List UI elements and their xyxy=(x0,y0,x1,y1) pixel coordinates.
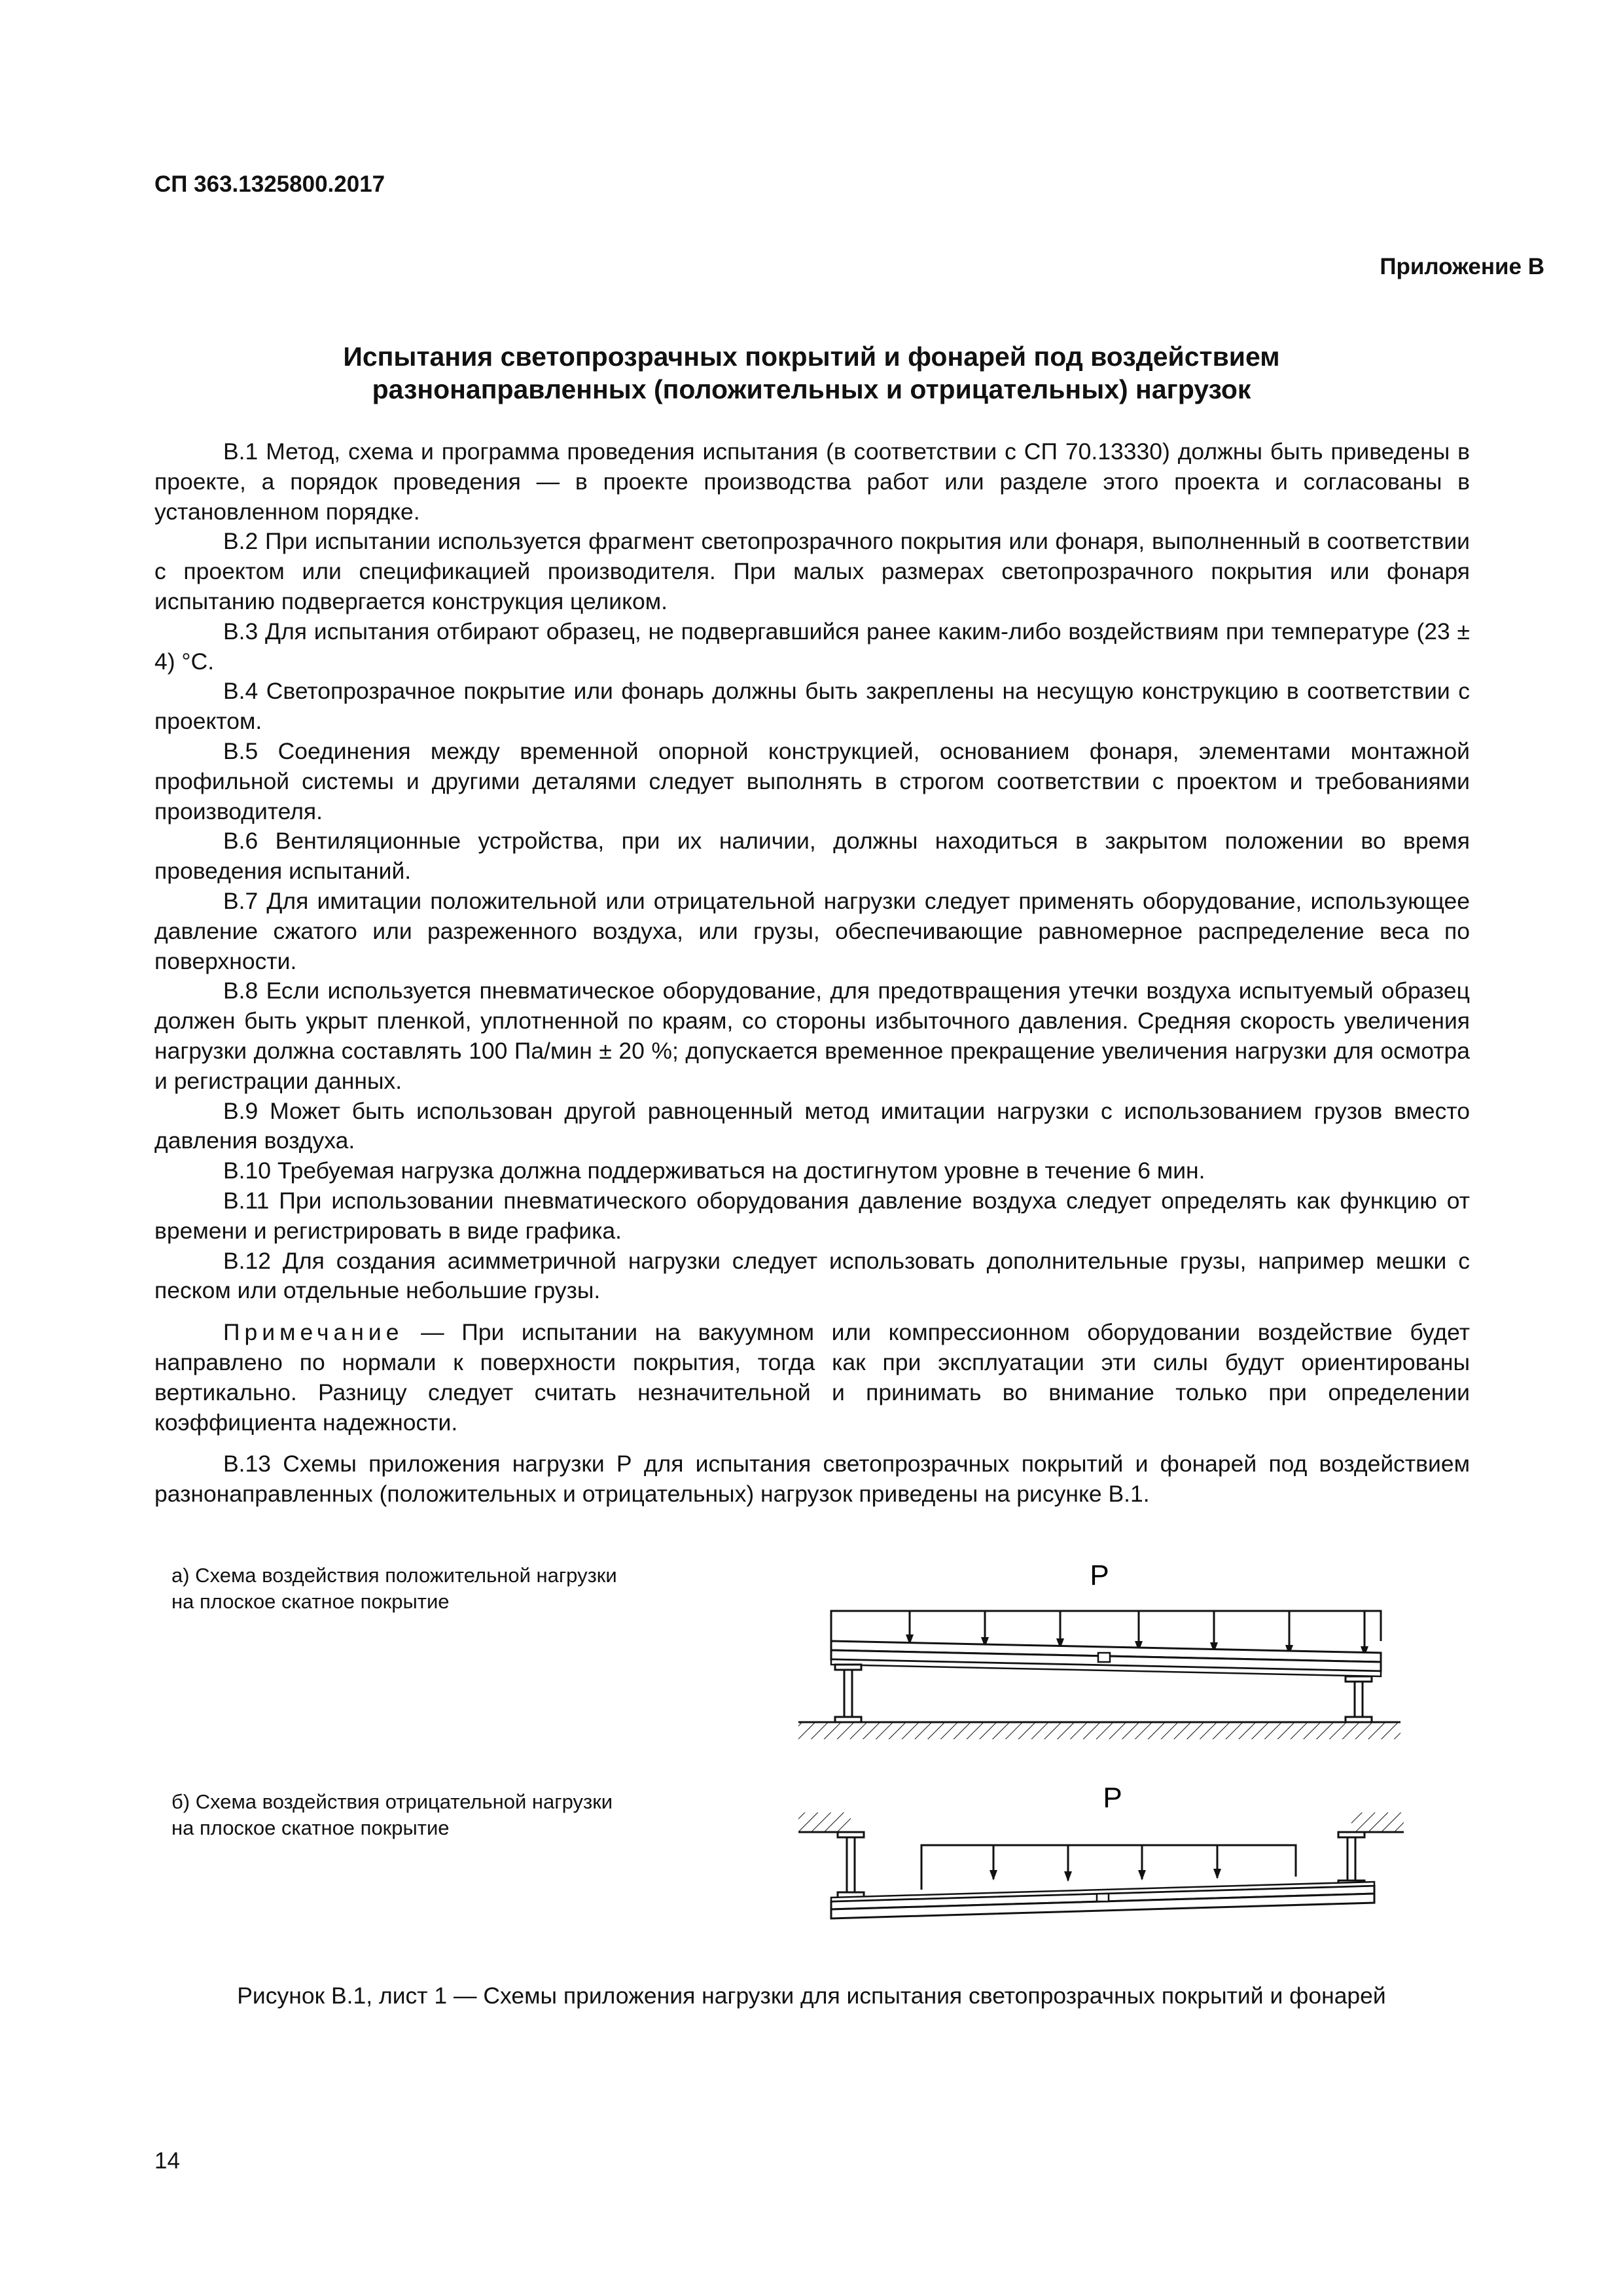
note-label: Примечание xyxy=(223,1319,404,1346)
note-text: — При испытании на вакуумном или компрессионном оборудовании воздействие будет направлено по нормали к поверхности покрытия, тогда как при эксплуатации эти силы будут ориентированы вертикально. Разницу следует считать незначительной и принимать во внимание только при определении коэффициента надежности. xyxy=(154,1319,1470,1436)
document-code: СП 363.1325800.2017 xyxy=(154,171,385,197)
paragraph-b9: В.9 Может быть использован другой равноценный метод имитации нагрузки с использованием грузов вместо давления воздуха. xyxy=(154,1097,1470,1154)
load-symbol-b: Р xyxy=(1103,1782,1122,1814)
paragraph-b12: В.12 Для создания асимметричной нагрузки следует использовать дополнительные грузы, например мешки с песком или отдельные небольшие грузы. xyxy=(154,1247,1470,1304)
paragraph-b1: В.1 Метод, схема и программа проведения испытания (в соответствии с СП 70.13330) должны быть приведены в проекте, а порядок проведения — в проекте производства работ или разделе этого проекта и согласованы в установленном порядке. xyxy=(154,438,1470,525)
annex-label: Приложение В xyxy=(1380,254,1544,279)
paragraph-b2: В.2 При испытании используется фрагмент светопрозрачного покрытия или фонаря, выполненный в соответствии с проектом или спецификацией производителя. При малых размерах светопрозрачного покрытия или фонаря испытанию подвергается конструкция целиком. xyxy=(154,528,1470,614)
note-paragraph xyxy=(154,1318,1470,1438)
figure-label-a xyxy=(171,1563,669,1615)
paragraph-b13: В.13 Схемы приложения нагрузки Р для испытания светопрозрачных покрытий и фонарей под воздействием разнонаправленных (положительных и отрицательных) нагрузок приведены на рисунке В.1. xyxy=(154,1451,1470,1508)
paragraph-b8: В.8 Если используется пневматическое оборудование, для предотвращения утечки воздуха испытуемый образец должен быть укрыт пленкой, уплотненной по краям, со стороны избыточного давления. Средняя скорость увеличения нагрузки должна составлять 100 Па/мин ± 20 %; допускается временное прекращение увеличения нагрузки для осмотра и регистрации данных. xyxy=(154,978,1470,1094)
title-line-1: Испытания светопрозрачных покрытий и фонарей под воздействием xyxy=(343,342,1280,372)
load-symbol-a: Р xyxy=(1090,1559,1109,1591)
figure-label-b xyxy=(171,1789,669,1841)
figure-label-b-line-2: на плоское скатное покрытие xyxy=(171,1816,450,1839)
figure-label-a-line-2: на плоское скатное покрытие xyxy=(171,1590,450,1613)
paragraph-b10: В.10 Требуемая нагрузка должна поддерживаться на достигнутом уровне в течение 6 мин. xyxy=(223,1157,1205,1184)
page-number: 14 xyxy=(154,2148,180,2174)
diagram-negative-load xyxy=(785,1780,1414,1963)
figure-caption: Рисунок В.1, лист 1 — Схемы приложения нагрузки для испытания светопрозрачных покрытий и фонарей xyxy=(237,1983,1386,2009)
paragraph-b11: В.11 При использовании пневматического оборудования давление воздуха следует определять как функцию от времени и регистрировать в виде графика. xyxy=(154,1187,1470,1244)
paragraph-b6: В.6 Вентиляционные устройства, при их наличии, должны находиться в закрытом положении во время проведения испытаний. xyxy=(154,828,1470,885)
figure-label-b-line-1: б) Схема воздействия отрицательной нагрузки xyxy=(171,1790,613,1813)
title-line-2: разнонаправленных (положительных и отрицательных) нагрузок xyxy=(372,374,1251,404)
paragraph-b4: В.4 Светопрозрачное покрытие или фонарь должны быть закреплены на несущую конструкцию в соответствии с проектом. xyxy=(154,678,1470,735)
body-text xyxy=(154,437,1470,1510)
diagram-positive-load xyxy=(785,1557,1414,1754)
annex-title xyxy=(154,340,1469,406)
figure-label-a-line-1: а) Схема воздействия положительной нагрузки xyxy=(171,1564,617,1587)
paragraph-b3: В.3 Для испытания отбирают образец, не подвергавшийся ранее каким-либо воздействиям при температуре (23 ± 4) °С. xyxy=(154,618,1470,675)
paragraph-b7: В.7 Для имитации положительной или отрицательной нагрузки следует применять оборудование, использующее давление сжатого или разреженного воздуха, или грузы, обеспечивающие равномерное распределение веса по поверхности. xyxy=(154,887,1470,974)
paragraph-b5: В.5 Соединения между временной опорной конструкцией, основанием фонаря, элементами монтажной профильной системы и другими деталями следует выполнять в строгом соответствии с проектом и требованиями производителя. xyxy=(154,737,1470,824)
